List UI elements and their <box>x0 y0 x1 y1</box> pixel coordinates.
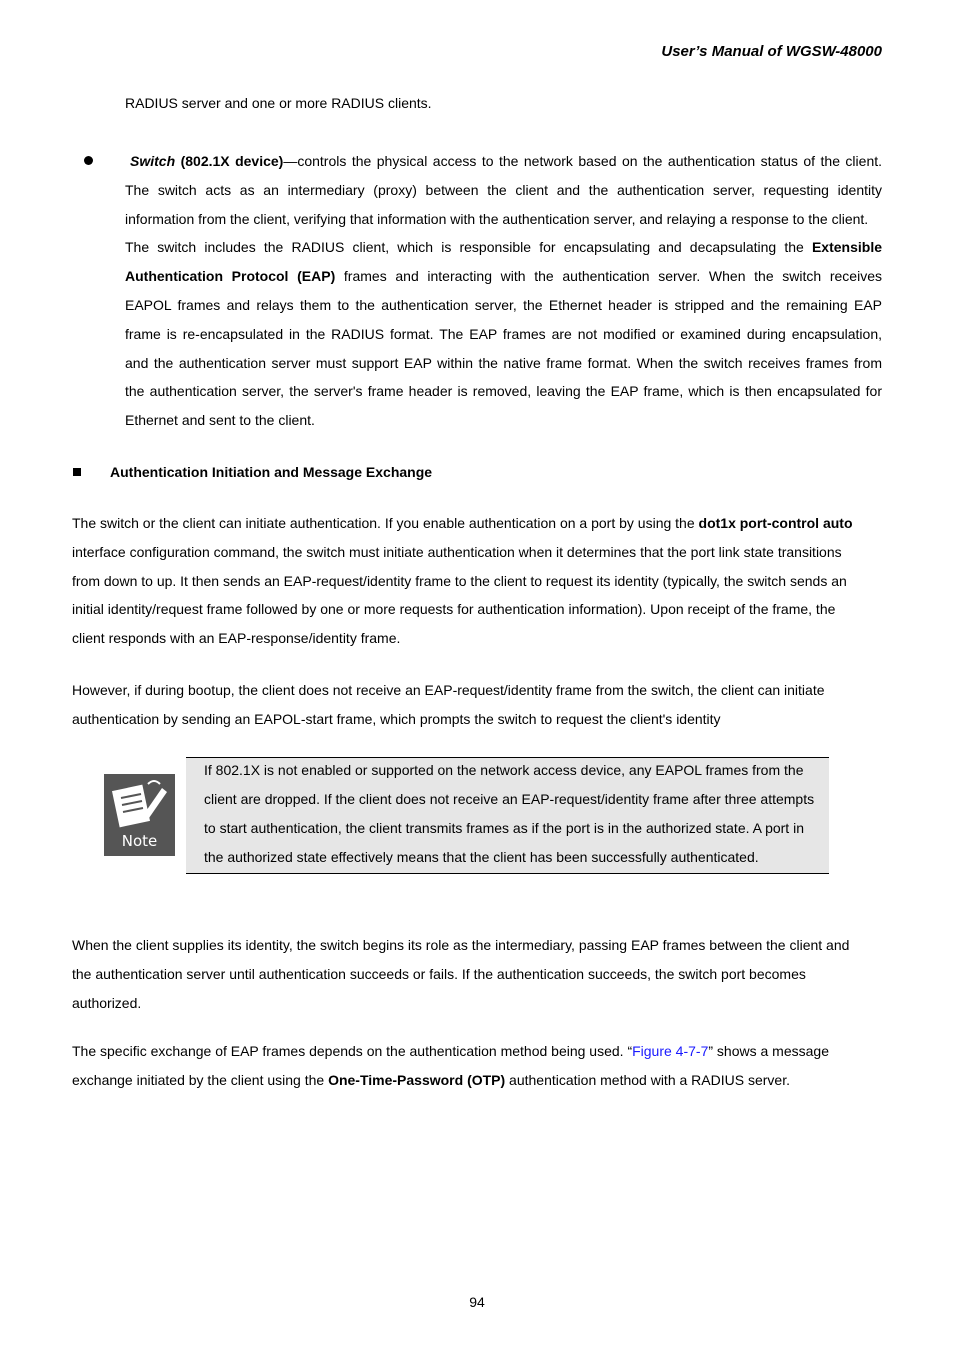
section-square-icon <box>73 468 81 476</box>
paragraph-eap-exchange <box>72 1037 882 1095</box>
intro-text: RADIUS server and one or more RADIUS clients. <box>125 95 432 111</box>
bullet-dot-icon <box>84 156 93 165</box>
para2-line-2: authentication by sending an EAPOL-start frame, which prompts the switch to request the client's identity <box>72 710 721 727</box>
note-text <box>204 756 828 872</box>
note-icon <box>104 774 175 856</box>
switch-line-1: Switch (802.1X device)—controls the physical access to the network based on the authentication status of the client. <box>130 153 883 169</box>
page-number: 94 <box>469 1294 485 1310</box>
figure-link[interactable]: Figure 4-7-7 <box>632 1043 709 1059</box>
para2-line-1: However, if during bootup, the client does not receive an EAP-request/identity frame from the switch, the client can initiate <box>72 682 825 698</box>
para1-line-4: initial identity/request frame followed by one or more requests for authentication information). Upon receipt of the frame, the <box>72 601 836 618</box>
paragraph-bootup <box>72 676 882 734</box>
switch-line-8: and the authentication server must support EAP within the native frame format. When the switch receives frames from <box>125 354 882 371</box>
para3-line-2: the authentication server until authentication succeeds or fails. If the authentication succeeds, the switch port becomes <box>72 965 806 982</box>
switch-line-10: Ethernet and sent to the client. <box>125 412 315 429</box>
section-heading: Authentication Initiation and Message Exchange <box>110 464 433 480</box>
para3-line-3: authorized. <box>72 994 142 1011</box>
header-title: User’s Manual of WGSW-48000 <box>661 43 882 60</box>
para1-line-3: from down to up. It then sends an EAP-request/identity frame to the client to request its identity (typically, the switch sends an <box>72 572 847 589</box>
switch-line-7: frame is re-encapsulated in the RADIUS format. The EAP frames are not modified or examined during encapsulation, <box>125 325 882 342</box>
note-icon-label: Note <box>121 832 158 850</box>
note-line-4: the authorized state effectively means that the client has been successfully authenticated. <box>204 849 759 865</box>
para1-line-5: client responds with an EAP-response/identity frame. <box>72 630 401 647</box>
switch-line-9: the authentication server, the server's frame header is removed, leaving the EAP frame, which is then encapsulated for <box>125 383 882 400</box>
switch-term-device: (802.1X device) <box>180 153 284 169</box>
switch-line-2: The switch acts as an intermediary (proxy) between the client and the authentication server, requesting identity <box>125 181 882 198</box>
para3-line-1: When the client supplies its identity, the switch begins its role as the intermediary, passing EAP frames between the client and <box>72 937 850 953</box>
switch-term: Switch <box>130 153 176 169</box>
switch-line-6: EAPOL frames and relays them to the authentication server, the Ethernet header is stripped and the remaining EAP <box>125 296 882 313</box>
note-line-1: If 802.1X is not enabled or supported on the network access device, any EAPOL frames from the <box>204 762 804 778</box>
switch-line-5: Authentication Protocol (EAP) frames and interacting with the authentication server. When the switch receives <box>125 268 882 285</box>
note-line-2: client are dropped. If the client does not receive an EAP-request/identity frame after three attempts <box>204 791 815 807</box>
note-line-3: to start authentication, the client transmits frames as if the port is in the authorized state. A port in <box>204 820 804 836</box>
switch-line-3: information from the client, verifying that information with the authentication server, and relaying a response to the client. <box>125 210 869 227</box>
paragraph-identity <box>72 931 882 1017</box>
para1-line-2: interface configuration command, the switch must initiate authentication when it determines that the port link state transitions <box>72 543 842 560</box>
para1-line-1: The switch or the client can initiate authentication. If you enable authentication on a port by using the dot1x port-control auto <box>72 515 853 531</box>
switch-line-4: The switch includes the RADIUS client, which is responsible for encapsulating and decapsulating the Extensible <box>125 239 882 256</box>
para4-line-1: The specific exchange of EAP frames depends on the authentication method being used. “Figure 4-7-7” shows a message <box>72 1043 829 1059</box>
paragraph-initiation <box>72 509 882 653</box>
para4-line-2: exchange initiated by the client using the One-Time-Password (OTP) authentication method with a RADIUS server. <box>72 1071 790 1088</box>
switch-bullet-paragraph <box>125 147 882 435</box>
note-pencil-icon <box>104 774 175 834</box>
